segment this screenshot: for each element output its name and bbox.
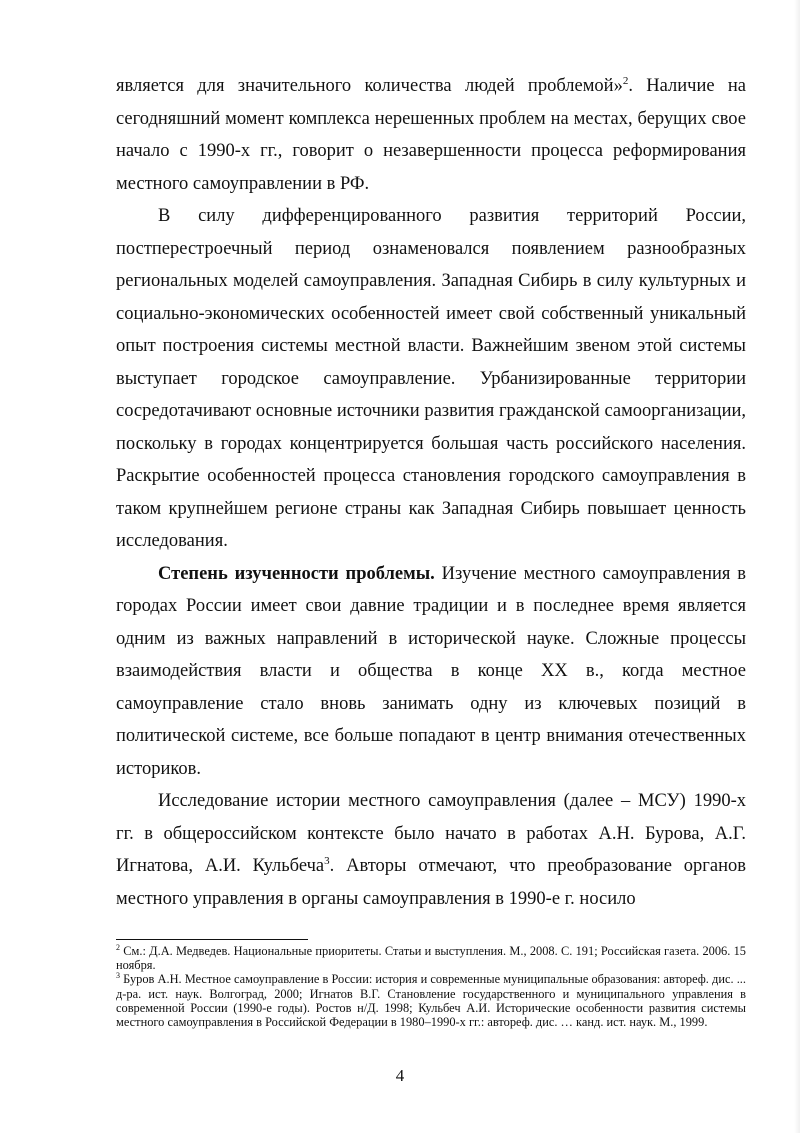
paragraph-3-text: Изучение местного самоуправления в городах России имеет свои давние традиции и в последнее время является одним из важных направлений в исторической науке. Сложные процессы взаимодействия власти и общества в конце XX в., когда местное самоуправление стало вновь занимать одну из ключевых позиций в политической системе, все больше попадают в центр внимания отечественных историков. bbox=[116, 563, 746, 779]
footnote-2 bbox=[116, 944, 746, 972]
page-number: 4 bbox=[395, 1066, 405, 1085]
paragraph-2: В силу дифференцированного развития территорий России, постперестроечный период ознаменовался появлением разнообразных региональных моделей самоуправления. Западная Сибирь в силу культурных и социально-экономических особенностей имеет свой собственный уникальный опыт построения системы местной власти. Важнейшим звеном этой системы выступает городское самоуправление. Урбанизированные территории сосредотачивают основные источники развития гражданской самоорганизации, поскольку в городах концентрируется большая часть российского населения. Раскрытие особенностей процесса становления городского самоуправления в таком крупнейшем регионе страны как Западная Сибирь повышает ценность исследования. bbox=[116, 206, 746, 551]
footnote-text: См.: Д.А. Медведев. Национальные приоритеты. Статьи и выступления. М., 2008. С. 191; Российская газета. 2006. 15 ноября. bbox=[116, 944, 746, 973]
paragraph-1-text-cont: . Наличие на сегодняшний момент комплекса нерешенных проблем на местах, берущих свое начало с 1990-х гг., говорит о незавершенности процесса реформирования местного самоуправлении в РФ. bbox=[116, 76, 746, 194]
body-text bbox=[116, 70, 746, 915]
footnote-ref-3[interactable]: 3 bbox=[324, 854, 330, 867]
paragraph-4 bbox=[116, 785, 746, 915]
paragraph-4-text: Исследование истории местного самоуправления (далее – МСУ) 1990-х гг. в общероссийском контексте было начато в работах А.Н. Бурова, А.Г. Игнатова, А.И. Кульбеча bbox=[116, 791, 746, 876]
footnote-3 bbox=[116, 972, 746, 1029]
footnote-ref-2[interactable]: 2 bbox=[622, 74, 629, 87]
footnote-separator bbox=[116, 939, 308, 940]
scan-edge bbox=[794, 0, 800, 1133]
paragraph-1 bbox=[116, 70, 746, 200]
footnote-mark: 3 bbox=[116, 971, 120, 981]
paragraph-1-text: является для значительного количества людей проблемой» bbox=[116, 76, 623, 96]
paragraph-4-text-cont: . Авторы отмечают, что преобразование органов местного управления в органы самоуправления в 1990-е г. носило bbox=[116, 856, 746, 909]
footnote-text: Буров А.Н. Местное самоуправление в России: история и современные муниципальные образования: автореф. дис. ... д-ра. ист. наук. Волгоград, 2000; Игнатов В.Г. Становление государственного и муниципального управления в современной России (1990-е годы). Ростов н/Д. 1998; Кульбеч А.И. Исторические особенности развития системы местного самоуправления в Российской Федерации в 1980–1990-х гг.: автореф. дис. … канд. ист. наук. М., 1999. bbox=[116, 972, 746, 1030]
footnotes bbox=[116, 944, 746, 1029]
footnote-mark: 2 bbox=[116, 942, 120, 952]
section-heading-inline: Степень изученности проблемы. bbox=[158, 563, 435, 584]
paragraph-3 bbox=[116, 558, 746, 786]
